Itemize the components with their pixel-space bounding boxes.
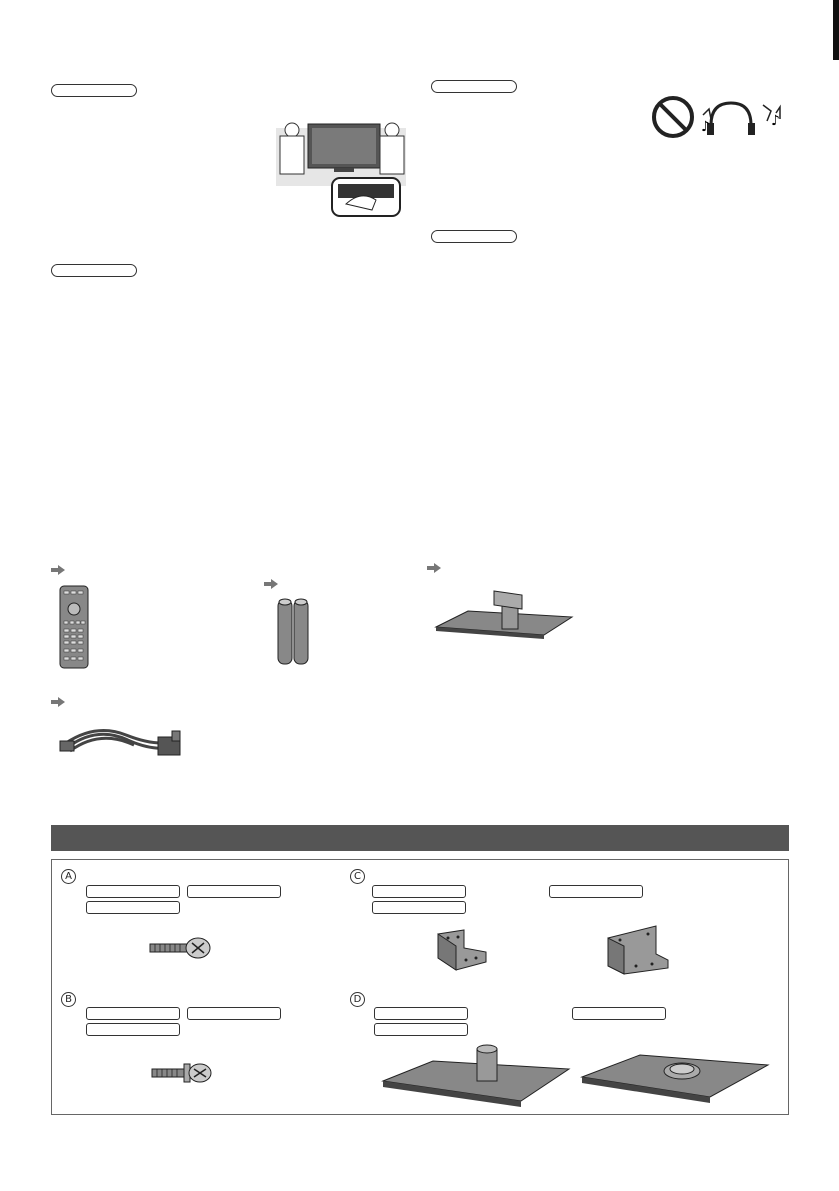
batteries-image <box>277 597 311 667</box>
svg-text:♪: ♪ <box>771 113 780 129</box>
screw-a-image <box>150 937 212 959</box>
pedestal-image <box>434 587 574 649</box>
part-label-d: D <box>350 992 365 1007</box>
section-heading-pill <box>51 264 137 277</box>
section-heading-pill <box>431 230 517 243</box>
tv-carrying-illustration <box>276 120 406 220</box>
part-label-c: C <box>350 869 365 884</box>
model-box <box>372 885 466 898</box>
model-box <box>549 885 643 898</box>
arrow-right-icon <box>51 697 65 707</box>
pedestal-d-base-image <box>580 1047 770 1107</box>
arrow-right-icon <box>51 565 65 575</box>
remote-control-image <box>59 585 89 669</box>
model-box <box>572 1007 666 1020</box>
screw-b-image <box>152 1062 214 1084</box>
pedestal-d-image <box>381 1043 571 1109</box>
section-heading-pill <box>431 80 517 93</box>
model-box <box>86 901 180 914</box>
model-box <box>187 885 281 898</box>
model-box <box>86 885 180 898</box>
mains-lead-image <box>60 715 190 767</box>
section-header-bar <box>51 825 789 851</box>
bracket-large-image <box>602 924 670 976</box>
model-box <box>86 1007 180 1020</box>
svg-text:♪: ♪ <box>701 119 710 135</box>
no-headphones-icon <box>651 95 796 145</box>
arrow-right-icon <box>427 563 441 573</box>
model-box <box>86 1023 180 1036</box>
bracket-small-image <box>436 928 488 972</box>
part-label-a: A <box>61 869 76 884</box>
arrow-right-icon <box>264 579 278 589</box>
model-box <box>187 1007 281 1020</box>
page-edge-tab <box>833 0 839 60</box>
model-box <box>374 1023 468 1036</box>
section-heading-pill <box>51 84 137 97</box>
model-box <box>372 901 466 914</box>
model-box <box>374 1007 468 1020</box>
part-label-b: B <box>61 992 76 1007</box>
